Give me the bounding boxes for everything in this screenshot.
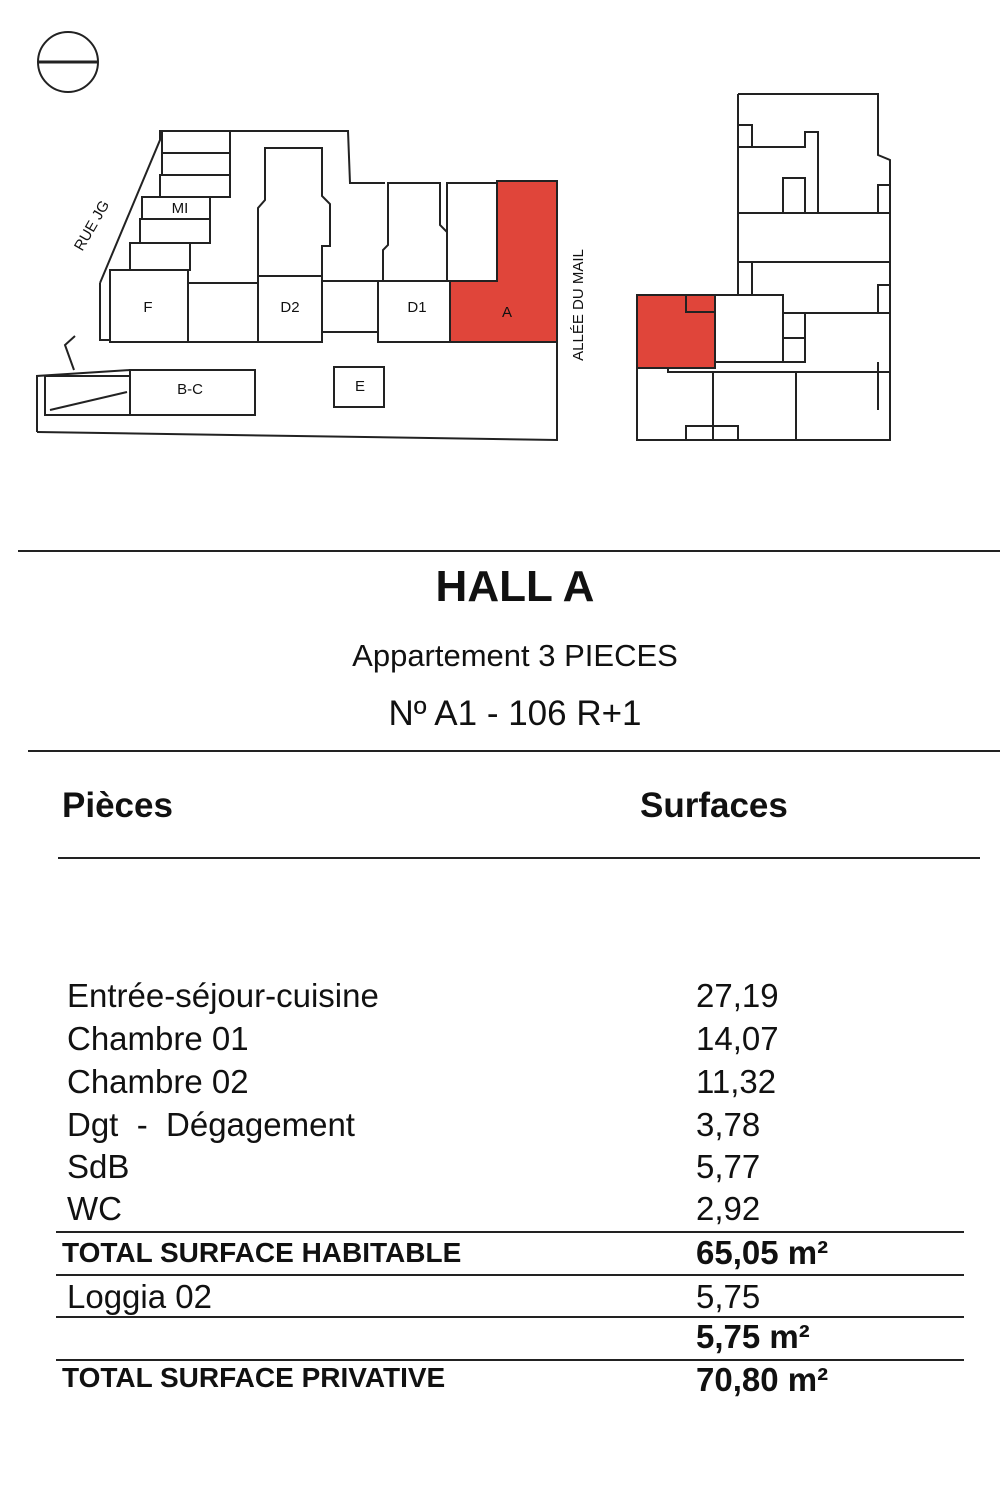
room-surface: 2,92 xyxy=(696,1190,761,1227)
total-habitable-label: TOTAL SURFACE HABITABLE xyxy=(62,1237,462,1268)
total-privative-row xyxy=(0,1361,1000,1403)
hall-title: HALL A xyxy=(435,562,595,611)
building-label-d1: D1 xyxy=(407,299,427,316)
building-label-e: E xyxy=(354,378,366,395)
apartment-highlight xyxy=(637,295,715,368)
room-surface: 14,07 xyxy=(696,1020,779,1057)
room-name: Chambre 01 xyxy=(67,1020,249,1057)
annex-total-value: 5,75 m² xyxy=(696,1318,810,1355)
room-surface: 5,77 xyxy=(696,1148,761,1185)
street-label-rue-jg: RUE JG xyxy=(70,197,114,254)
north-arrow-icon xyxy=(38,32,98,92)
column-header-rooms: Pièces xyxy=(62,786,173,825)
building-label-f: F xyxy=(143,299,153,316)
table-rule xyxy=(56,1231,964,1233)
annex-total-row xyxy=(0,1318,1000,1360)
room-name: SdB xyxy=(67,1148,130,1185)
room-name: Dgt - Dégagement xyxy=(67,1106,355,1143)
building-label-a: A xyxy=(501,304,513,321)
street-label-allee-du-mail: ALLÉE DU MAIL xyxy=(570,249,587,361)
site-plans xyxy=(0,0,1000,500)
annex-name: Loggia 02 xyxy=(67,1278,212,1315)
room-surface: 11,32 xyxy=(696,1063,777,1100)
table-rule xyxy=(56,1274,964,1276)
total-privative-label: TOTAL SURFACE PRIVATIVE xyxy=(62,1362,446,1393)
annex-surface: 5,75 xyxy=(696,1278,761,1315)
apartment-number: Nº A1 - 106 R+1 xyxy=(388,694,642,733)
table-row xyxy=(0,1148,1000,1190)
column-header-surfaces: Surfaces xyxy=(640,786,788,825)
building-label-mi: MI xyxy=(171,200,189,217)
room-name: WC xyxy=(67,1190,122,1227)
building-label-bc: B-C xyxy=(177,381,203,398)
room-name: Entrée-séjour-cuisine xyxy=(67,977,379,1014)
divider xyxy=(58,857,980,859)
total-habitable-row xyxy=(0,1234,1000,1276)
floor-plan-right xyxy=(637,94,890,440)
divider xyxy=(18,550,1000,552)
table-row xyxy=(0,1190,1000,1232)
apartment-type: Appartement 3 PIECES xyxy=(352,638,678,673)
room-surface: 3,78 xyxy=(696,1106,761,1143)
table-row xyxy=(0,1020,1000,1062)
room-surface: 27,19 xyxy=(696,977,779,1014)
table-row xyxy=(0,1106,1000,1148)
room-name: Chambre 02 xyxy=(67,1063,249,1100)
table-row xyxy=(0,977,1000,1019)
table-row xyxy=(0,1063,1000,1105)
total-habitable-value: 65,05 m² xyxy=(696,1234,829,1271)
table-row xyxy=(0,1278,1000,1320)
total-privative-value: 70,80 m² xyxy=(696,1361,829,1398)
building-label-d2: D2 xyxy=(280,299,300,316)
divider xyxy=(28,750,1000,752)
